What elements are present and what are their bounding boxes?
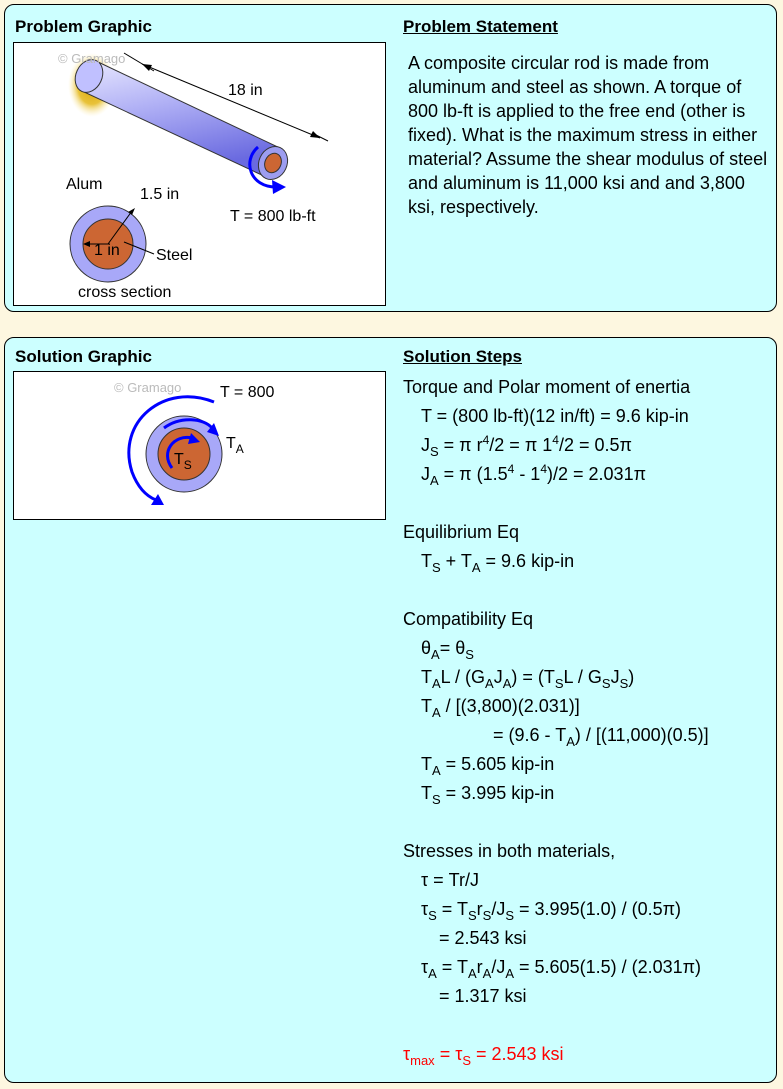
tau-formula: τ = Tr/J [421, 870, 479, 890]
problem-statement: A composite circular rod is made from aluminum and steel as shown. A torque of 800 lb-ft is applied to the free end (other is fixed). What is the maximum stress in either material? Assume the shear modulus of steel and aluminum is 11,000 ksi and and 3,800 ksi, respectively. [408, 53, 768, 217]
problem-graphic-title: Problem Graphic [15, 17, 152, 36]
torque-split-figure [14, 372, 385, 519]
ratio-equation: $T_AL / (G_AJ_A) = (T_SL / G_SJ_S)$ [421, 667, 635, 691]
outer-radius-label: 1.5 in [140, 186, 180, 203]
applied-torque-label: T = 800 [220, 384, 275, 401]
inner-radius-label: 1 in [94, 242, 120, 259]
theta-equation: $\theta_A= \theta_S$ [421, 638, 474, 662]
torque-heading: Torque and Polar moment of enertia [403, 377, 691, 397]
watermark: © Gramago [114, 380, 182, 395]
ta-label: $T_A$ [226, 435, 244, 456]
length-label: 18 in [228, 82, 263, 99]
torque-arrowhead [272, 180, 286, 194]
problem-panel [4, 4, 777, 312]
problem-graphic [13, 42, 386, 306]
js-equation: $J_S = \pi$ $r^4/2 = \pi$ $1^4/2 = 0.5\pi$ [421, 433, 632, 459]
solution-steps [403, 373, 773, 1069]
tau-a-equation: $\tau_A = T_Ar_A/J_A = 5.605(1.5) / (2.031\pi)$ [421, 957, 702, 981]
steel-section [158, 428, 210, 480]
equilibrium-heading: Equilibrium Eq [403, 522, 520, 542]
ts-label: $T_S$ [174, 451, 192, 472]
torque-label: T = 800 lb-ft [230, 208, 316, 225]
ta-numeric-lhs: $T_A / [(3,800)(2.031)]$ [421, 696, 580, 720]
solution-steps-title: Solution Steps [403, 347, 522, 366]
rod-body [82, 61, 282, 177]
stresses-heading: Stresses in both materials, [403, 841, 616, 861]
torque-conversion: T = (800 lb-ft)(12 in/ft) = 9.6 kip-in [421, 406, 689, 426]
compatibility-heading: Compatibility Eq [403, 609, 534, 629]
ta-result: $T_A = 5.605$ kip-in [421, 754, 555, 778]
equilibrium-equation: $T_S + T_A = 9.6$ kip-in [421, 551, 575, 575]
watermark: © Gramago [58, 51, 126, 66]
tau-s-equation: $\tau_S = T_Sr_S/J_S = 3.995(1.0) / (0.5\pi)$ [421, 899, 682, 923]
tau-s-result: = 2.543 ksi [439, 928, 527, 948]
alum-label: Alum [66, 176, 103, 193]
composite-rod-figure [14, 43, 385, 305]
solution-graphic-title: Solution Graphic [15, 347, 152, 366]
ts-result: $T_S = 3.995$ kip-in [421, 783, 555, 807]
cross-section-label: cross section [78, 284, 172, 301]
tau-a-result: = 1.317 ksi [439, 986, 527, 1006]
problem-statement-title: Problem Statement [403, 17, 558, 36]
steel-label: Steel [156, 247, 193, 264]
max-stress-result: $\tau_{max} = \tau_S = 2.543$ ksi [403, 1044, 564, 1068]
ja-equation: $J_A = \pi$ $(1.5^4 - 1^4)/2 = 2.031\pi$ [421, 462, 646, 488]
ta-numeric-rhs: = $(9.6 - T_A) / [(11,000)(0.5)]$ [493, 725, 709, 749]
solution-graphic [13, 371, 386, 520]
